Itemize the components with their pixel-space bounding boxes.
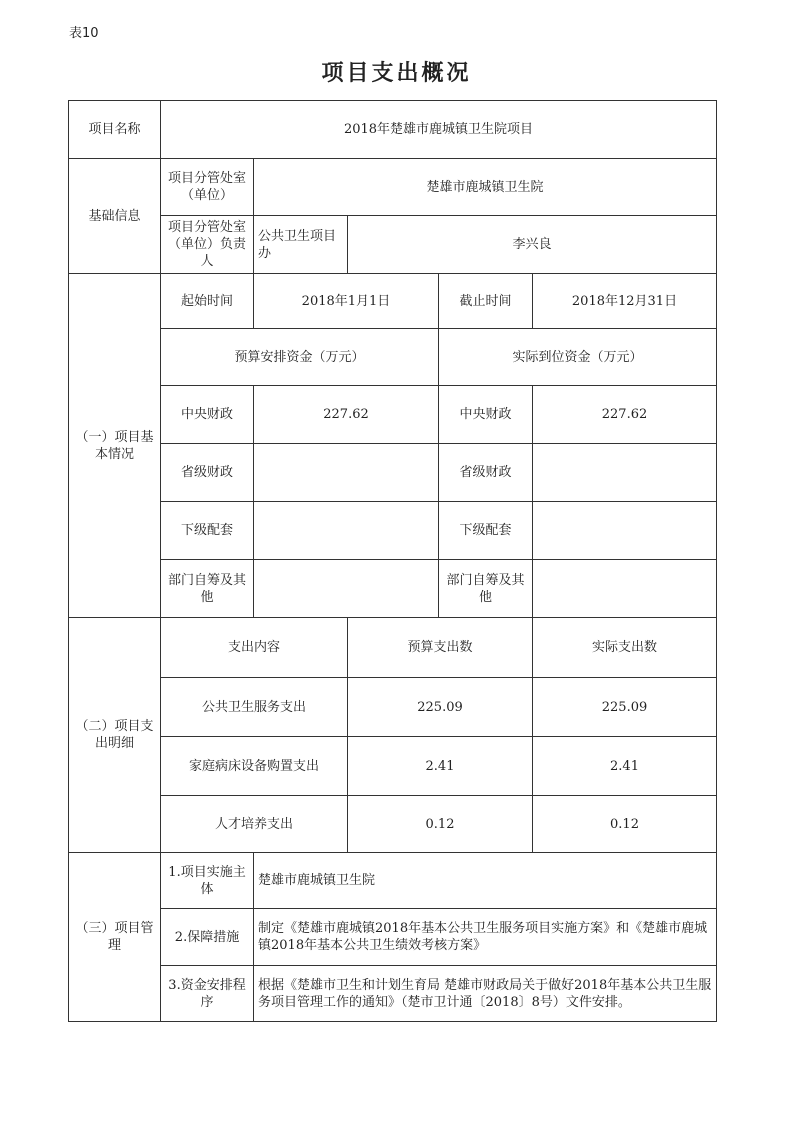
fund-source-label: 中央财政 xyxy=(161,386,254,444)
expense-budget: 225.09 xyxy=(348,678,533,737)
start-label: 起始时间 xyxy=(161,274,254,329)
funds-row xyxy=(69,502,717,560)
management-row xyxy=(69,966,717,1022)
funds-row xyxy=(69,560,717,618)
project-expense-table xyxy=(68,100,717,1022)
office-value: 公共卫生项目办 xyxy=(254,216,348,274)
budget-amount: 227.62 xyxy=(254,386,439,444)
management-row xyxy=(69,909,717,966)
col-content-header: 支出内容 xyxy=(161,618,348,678)
project-name-row xyxy=(69,101,717,159)
section2-label: （二）项目支出明细 xyxy=(69,618,161,853)
page-title: 项目支出概况 xyxy=(321,60,472,86)
expense-item: 公共卫生服务支出 xyxy=(161,678,348,737)
expense-item: 人才培养支出 xyxy=(161,796,348,853)
col-budget-header: 预算支出数 xyxy=(348,618,533,678)
funds-row xyxy=(69,386,717,444)
col-actual-header: 实际支出数 xyxy=(533,618,717,678)
budget-amount xyxy=(254,502,439,560)
actual-amount xyxy=(533,502,717,560)
expense-item: 家庭病床设备购置支出 xyxy=(161,737,348,796)
expense-budget: 0.12 xyxy=(348,796,533,853)
fund-source-label: 下级配套 xyxy=(439,502,533,560)
actual-amount xyxy=(533,560,717,618)
expense-row xyxy=(69,678,717,737)
actual-amount: 227.62 xyxy=(533,386,717,444)
fund-source-label: 下级配套 xyxy=(161,502,254,560)
budget-header: 预算安排资金（万元） xyxy=(161,329,439,386)
actual-amount xyxy=(533,444,717,502)
management-value: 楚雄市鹿城镇卫生院 xyxy=(254,853,717,909)
management-label: 1.项目实施主体 xyxy=(161,853,254,909)
funds-row xyxy=(69,444,717,502)
person-label: 项目分管处室（单位）负责人 xyxy=(161,216,254,274)
dept-value: 楚雄市鹿城镇卫生院 xyxy=(254,159,717,216)
section1-label: （一）项目基本情况 xyxy=(69,274,161,618)
person-value: 李兴良 xyxy=(348,216,717,274)
dept-label: 项目分管处室（单位） xyxy=(161,159,254,216)
budget-amount xyxy=(254,560,439,618)
management-label: 2.保障措施 xyxy=(161,909,254,966)
person-row xyxy=(69,216,717,274)
project-name-value: 2018年楚雄市鹿城镇卫生院项目 xyxy=(161,101,717,159)
management-row xyxy=(69,853,717,909)
funds-header-row xyxy=(69,329,717,386)
expense-header-row xyxy=(69,618,717,678)
dept-row xyxy=(69,159,717,216)
budget-amount xyxy=(254,444,439,502)
end-value: 2018年12月31日 xyxy=(533,274,717,329)
fund-source-label: 省级财政 xyxy=(439,444,533,502)
start-value: 2018年1月1日 xyxy=(254,274,439,329)
expense-actual: 0.12 xyxy=(533,796,717,853)
management-label: 3.资金安排程序 xyxy=(161,966,254,1022)
management-value: 根据《楚雄市卫生和计划生育局 楚雄市财政局关于做好2018年基本公共卫生服务项目管理工作的通知》（楚市卫计通〔2018〕8号）文件安排。 xyxy=(254,966,717,1022)
actual-header: 实际到位资金（万元） xyxy=(439,329,717,386)
basic-info-label: 基础信息 xyxy=(69,159,161,274)
period-row xyxy=(69,274,717,329)
table-number: 表10 xyxy=(69,26,99,41)
fund-source-label: 中央财政 xyxy=(439,386,533,444)
management-value: 制定《楚雄市鹿城镇2018年基本公共卫生服务项目实施方案》和《楚雄市鹿城镇2018年基本公共卫生绩效考核方案》 xyxy=(254,909,717,966)
section3-label: （三）项目管理 xyxy=(69,853,161,1022)
end-label: 截止时间 xyxy=(439,274,533,329)
fund-source-label: 部门自筹及其他 xyxy=(439,560,533,618)
fund-source-label: 省级财政 xyxy=(161,444,254,502)
expense-row xyxy=(69,737,717,796)
fund-source-label: 部门自筹及其他 xyxy=(161,560,254,618)
expense-actual: 225.09 xyxy=(533,678,717,737)
expense-row xyxy=(69,796,717,853)
expense-budget: 2.41 xyxy=(348,737,533,796)
expense-actual: 2.41 xyxy=(533,737,717,796)
project-name-label: 项目名称 xyxy=(69,101,161,159)
